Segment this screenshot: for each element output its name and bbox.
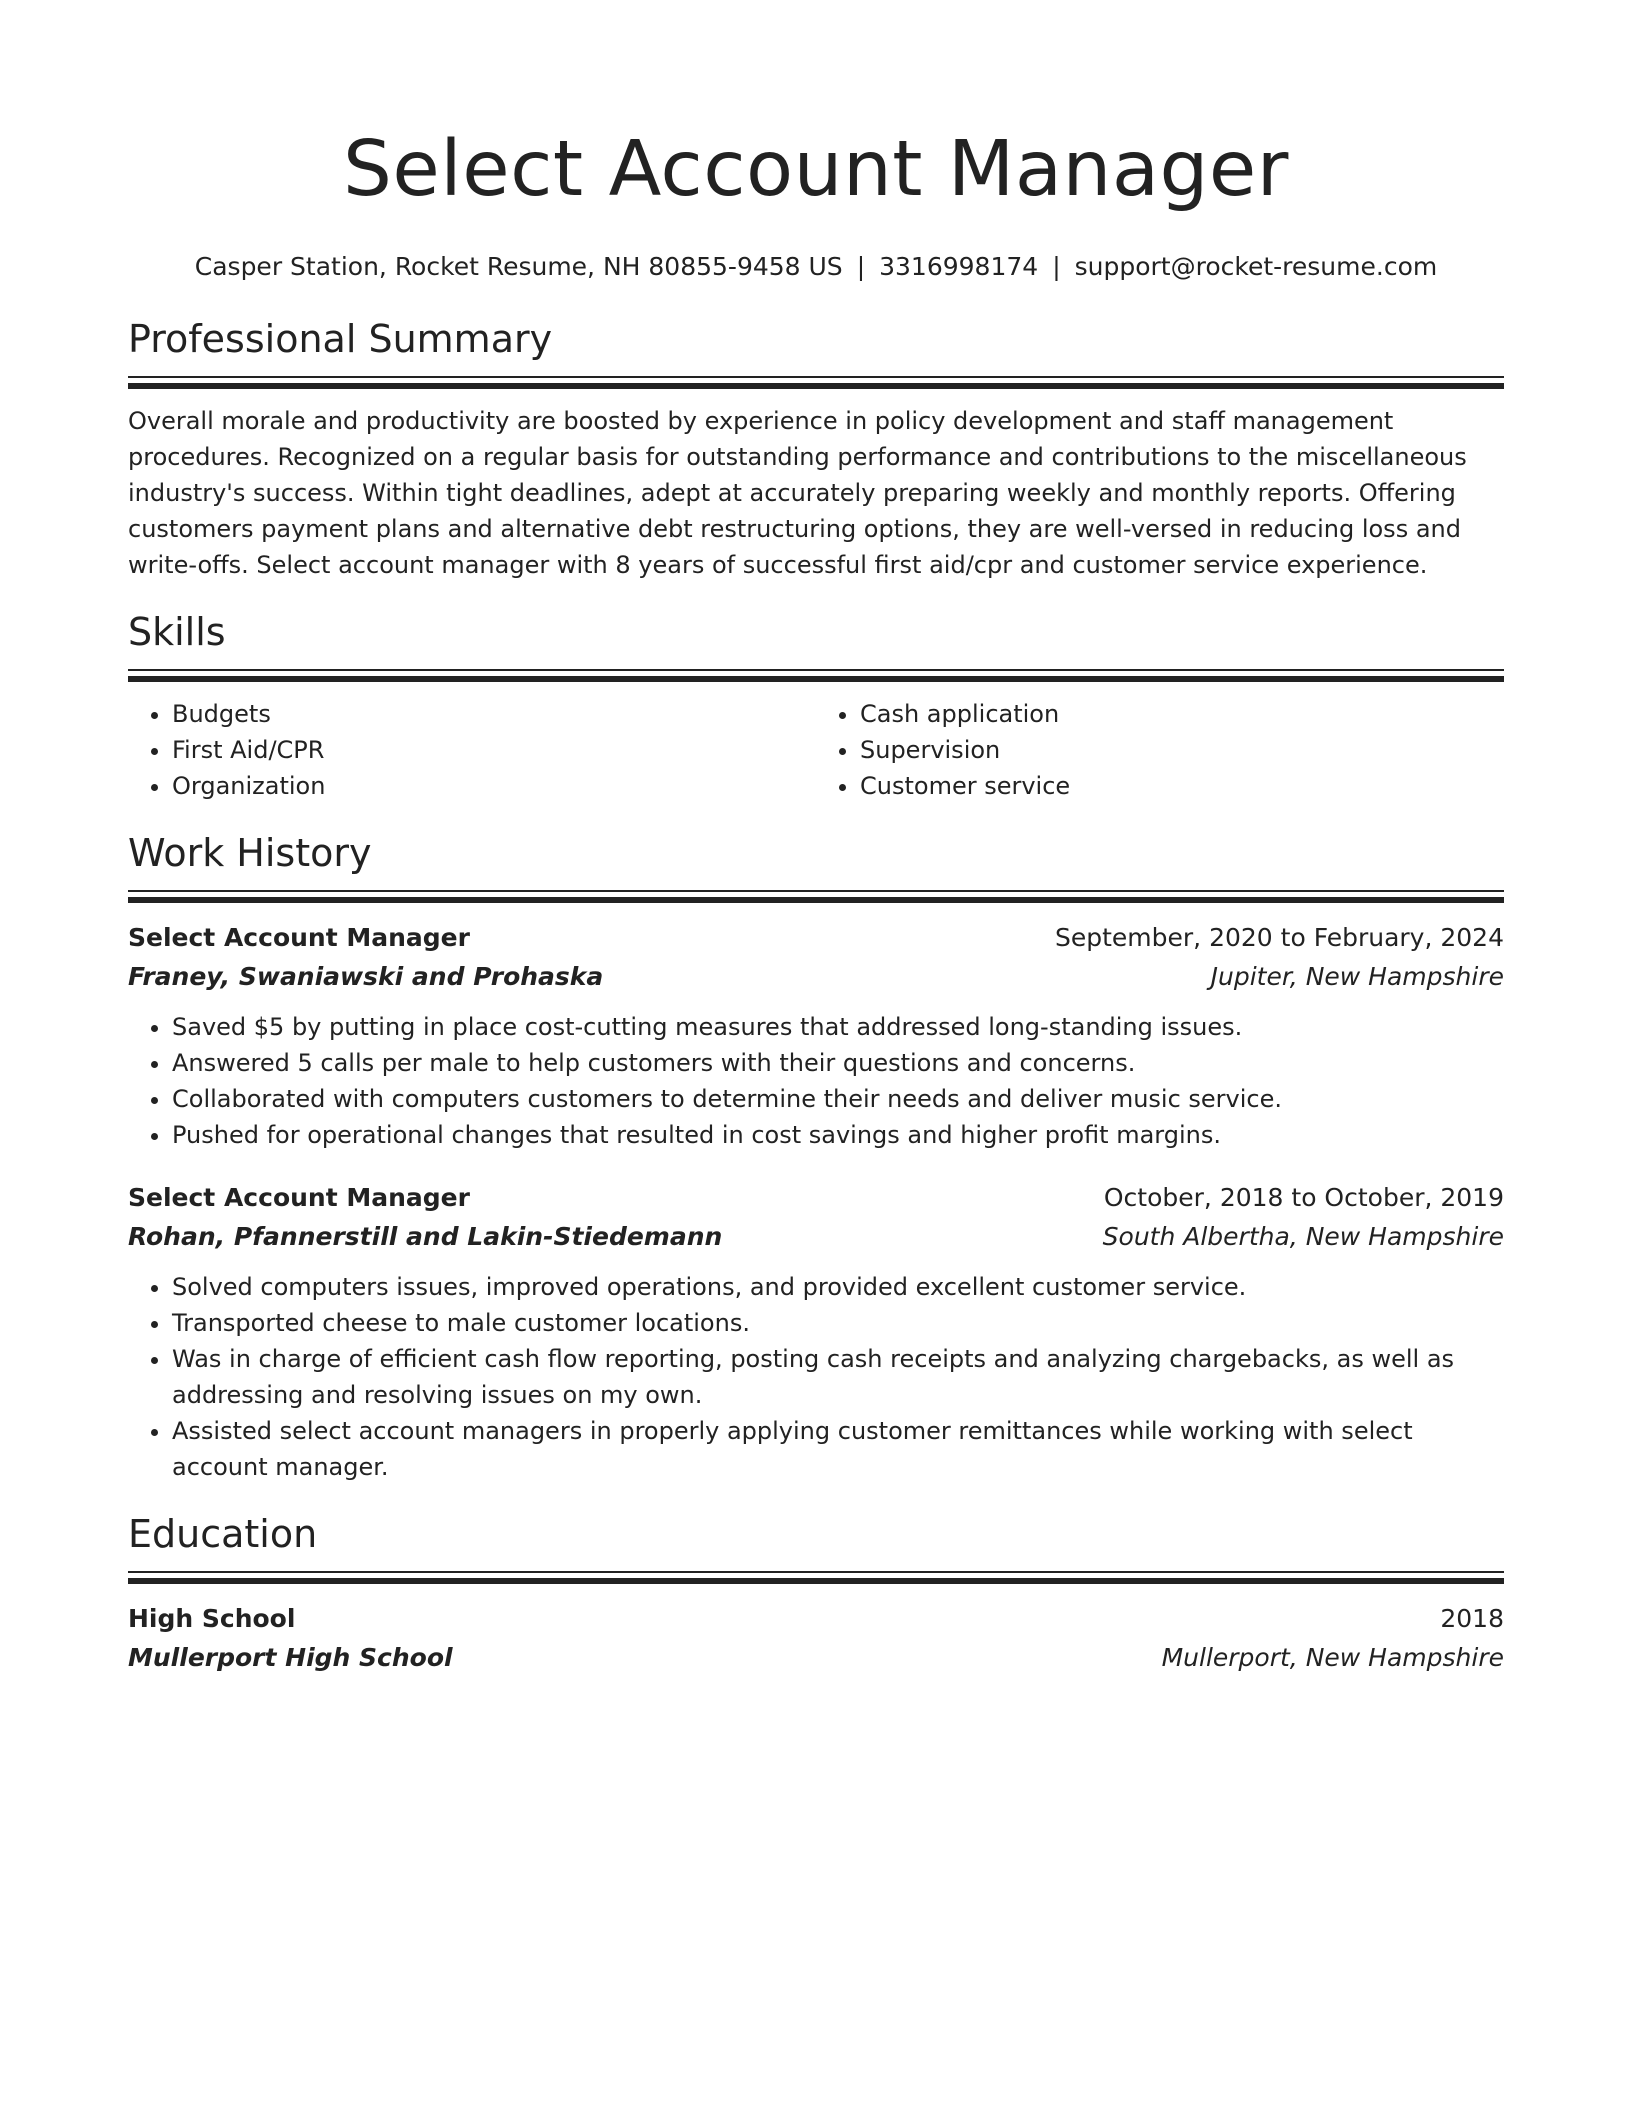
- skill-item: • Supervision: [860, 732, 1504, 768]
- job-bullets: [128, 1009, 1504, 1153]
- summary-text: Overall morale and productivity are boosted by experience in policy development and staff management procedures. Recognized on a regular basis for outstanding performance and contributions to the miscellaneous industry's success. Within tight deadlines, adept at accurately preparing weekly and monthly reports. Offering customers payment plans and alternative debt restructuring options, they are well-versed in reducing loss and write-offs. Select account manager with 8 years of successful first aid/cpr and customer service experience.: [128, 407, 1467, 579]
- job-bullet: • Collaborated with computers customers to determine their needs and deliver music service.: [172, 1081, 1504, 1117]
- skill-item: • Organization: [172, 768, 816, 804]
- job-entry: [128, 1179, 1504, 1485]
- job-bullet: • Answered 5 calls per male to help customers with their questions and concerns.: [172, 1045, 1504, 1081]
- job-title: Select Account Manager: [128, 923, 470, 952]
- skills-list-left: [128, 696, 816, 804]
- job-dates: September, 2020 to February, 2024: [1055, 923, 1504, 952]
- job-location: South Albertha, New Hampshire: [1102, 1222, 1504, 1251]
- education-location: Mullerport, New Hampshire: [1161, 1643, 1504, 1672]
- skills-section: [128, 607, 1504, 804]
- skills-heading: Skills: [128, 610, 226, 654]
- job-company-row: [128, 1217, 1504, 1257]
- contact-phone: 3316998174: [879, 252, 1039, 281]
- job-location: Jupiter, New Hampshire: [1210, 962, 1504, 991]
- contact-address: Casper Station, Rocket Resume, NH 80855-9458 US: [194, 252, 843, 281]
- education-school: Mullerport High School: [128, 1643, 453, 1672]
- job-company: Rohan, Pfannerstill and Lakin-Stiedemann: [128, 1222, 723, 1251]
- skill-item: • Budgets: [172, 696, 816, 732]
- skill-item: • Customer service: [860, 768, 1504, 804]
- education-degree: High School: [128, 1604, 296, 1633]
- job-dates: October, 2018 to October, 2019: [1103, 1183, 1504, 1212]
- job-entry: [128, 919, 1504, 1153]
- job-bullet: • Assisted select account managers in properly applying customer remittances while working with select account manager.: [172, 1413, 1504, 1485]
- contact-separator: |: [1052, 252, 1061, 281]
- job-bullet: • Solved computers issues, improved operations, and provided excellent customer service.: [172, 1269, 1504, 1305]
- section-divider: [128, 890, 1504, 903]
- summary-heading: Professional Summary: [128, 317, 553, 361]
- contact-email: support@rocket-resume.com: [1074, 252, 1438, 281]
- work-history-section: [128, 828, 1504, 1485]
- education-entry: [128, 1600, 1504, 1678]
- education-school-row: [128, 1638, 1504, 1678]
- job-company-row: [128, 957, 1504, 997]
- job-bullet: • Transported cheese to male customer locations.: [172, 1305, 1504, 1341]
- job-header-row: [128, 1179, 1504, 1217]
- education-heading: Education: [128, 1512, 318, 1556]
- contact-separator: |: [856, 252, 866, 281]
- job-bullet: • Was in charge of efficient cash flow reporting, posting cash receipts and analyzing chargebacks, as well as addressing and resolving issues on my own.: [172, 1341, 1504, 1413]
- work-history-heading: Work History: [128, 831, 372, 875]
- skill-item: • First Aid/CPR: [172, 732, 816, 768]
- job-bullet: • Pushed for operational changes that resulted in cost savings and higher profit margins.: [172, 1117, 1504, 1153]
- skill-item: • Cash application: [860, 696, 1504, 732]
- education-section: [128, 1509, 1504, 1678]
- job-header-row: [128, 919, 1504, 957]
- section-divider: [128, 1571, 1504, 1584]
- job-bullet: • Saved $5 by putting in place cost-cutting measures that addressed long-standing issues.: [172, 1009, 1504, 1045]
- contact-line: [128, 250, 1504, 284]
- summary-section: [128, 314, 1504, 583]
- section-divider: [128, 669, 1504, 682]
- job-bullets: [128, 1269, 1504, 1485]
- job-title: Select Account Manager: [128, 1183, 470, 1212]
- section-divider: [128, 376, 1504, 389]
- skills-columns: [128, 696, 1504, 804]
- job-company: Franey, Swaniawski and Prohaska: [128, 962, 604, 991]
- skills-list-right: [816, 696, 1504, 804]
- education-year: 2018: [1440, 1604, 1504, 1633]
- education-header-row: [128, 1600, 1504, 1638]
- candidate-name: Select Account Manager: [343, 125, 1289, 214]
